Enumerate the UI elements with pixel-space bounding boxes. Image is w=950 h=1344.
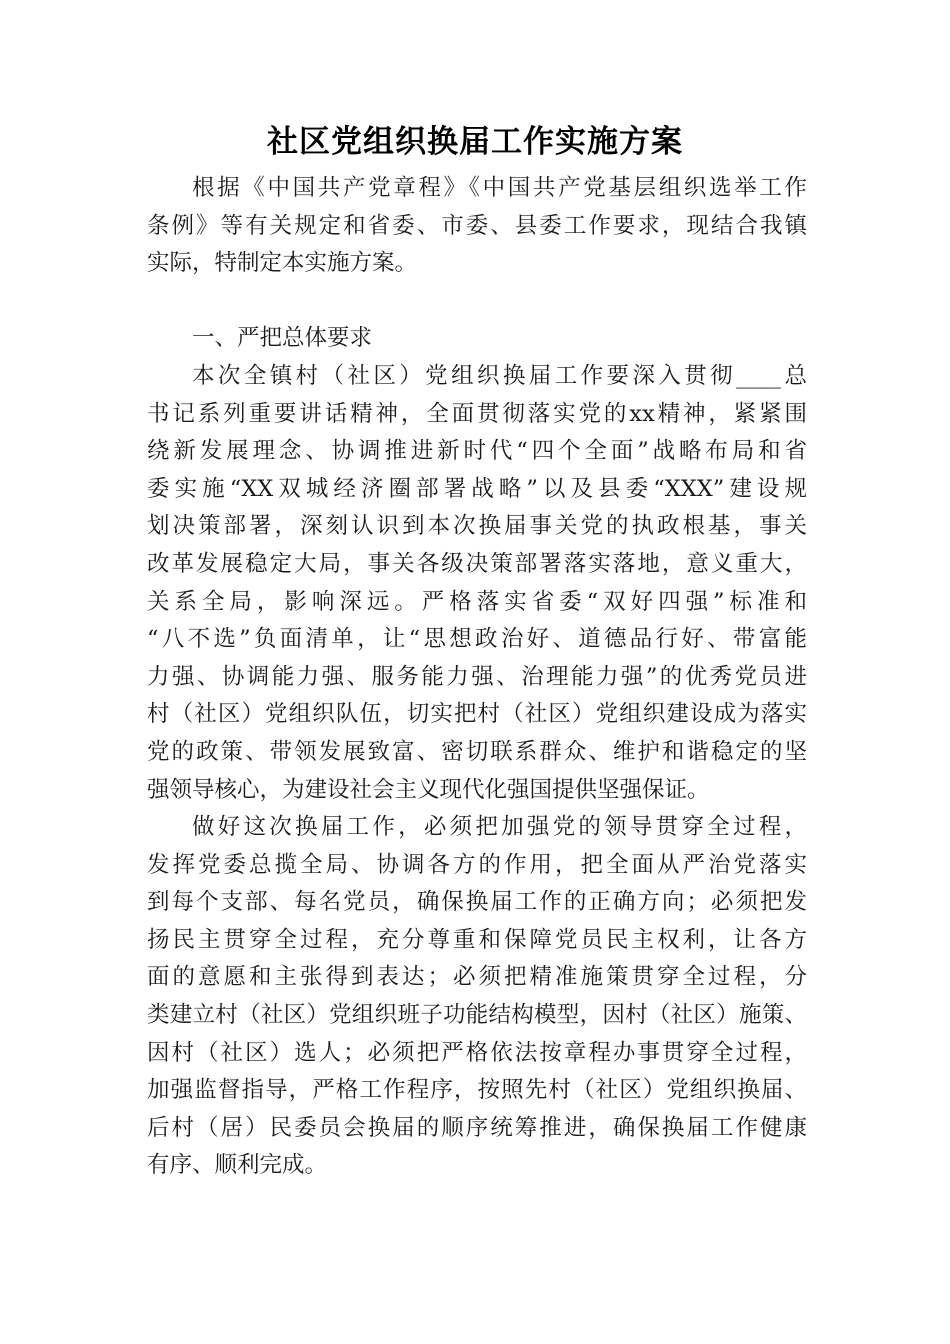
text-line: 面的意愿和主张得到表达；必须把精准施策贯穿全过程，分 <box>147 964 807 991</box>
text-line: “八不选”负面清单，让“思想政治好、道德品行好、带富能 <box>147 626 807 653</box>
paragraph-work-principles <box>147 809 807 1185</box>
text-line: 发挥党委总揽全局、协调各方的作用，把全面从严治党落实 <box>147 851 807 878</box>
text-line: 力强、协调能力强、服务能力强、治理能力强”的优秀党员进 <box>147 663 807 690</box>
text-line: 加强监督指导，严格工作程序，按照先村（社区）党组织换届、 <box>147 1077 807 1104</box>
text-line: 有序、顺利完成。 <box>147 1152 328 1179</box>
text-line: 条例》等有关规定和省委、市委、县委工作要求，现结合我镇 <box>147 212 807 239</box>
section-heading-text: 一、严把总体要求 <box>192 325 373 352</box>
text-line: 关系全局，影响深远。严格落实省委“双好四强”标准和 <box>147 588 807 615</box>
text-line: 因村（社区）选人；必须把严格依法按章程办事贯穿全过程， <box>147 1039 807 1066</box>
document-body <box>147 170 807 1185</box>
text-line: 到每个支部、每名党员，确保换届工作的正确方向；必须把发 <box>147 889 807 916</box>
paragraph-overall-requirements <box>147 358 807 809</box>
text-line: 实际，特制定本实施方案。 <box>147 250 418 277</box>
text-line: 做好这次换届工作，必须把加强党的领导贯穿全过程， <box>192 814 807 841</box>
text-line: 强领导核心，为建设社会主义现代化强国提供坚强保证。 <box>147 776 710 803</box>
intro-paragraph <box>147 170 807 283</box>
text-line: 根据《中国共产党章程》《中国共产党基层组织选举工作 <box>192 175 807 201</box>
text-line: 村（社区）党组织队伍，切实把村（社区）党组织建设成为落实 <box>147 701 807 728</box>
spacer <box>147 283 807 321</box>
text-line: 党的政策、带领发展致富、密切联系群众、维护和谐稳定的坚 <box>147 738 807 765</box>
text-line: 改革发展稳定大局，事关各级决策部署落实落地，意义重大， <box>147 550 807 577</box>
section-heading <box>147 320 807 358</box>
text-line: 扬民主贯穿全过程，充分尊重和保障党员民主权利，让各方 <box>147 926 807 953</box>
text-line: 书记系列重要讲话精神，全面贯彻落实党的xx精神，紧紧围 <box>147 400 807 427</box>
text-line: 后村（居）民委员会换届的顺序统筹推进，确保换届工作健康 <box>147 1114 807 1141</box>
text-line: 委实施“XX双城经济圈部署战略”以及县委“XXX”建设规 <box>147 475 807 502</box>
text-line: 本次全镇村（社区）党组织换届工作要深入贯彻____总 <box>192 362 807 389</box>
text-line: 类建立村（社区）党组织班子功能结构模型，因村（社区）施策、 <box>147 1002 807 1029</box>
document-title: 社区党组织换届工作实施方案 <box>267 124 683 160</box>
text-line: 划决策部署，深刻认识到本次换届事关党的执政根基，事关 <box>147 513 807 540</box>
text-line: 绕新发展理念、协调推进新时代“四个全面”战略布局和省 <box>147 438 807 465</box>
